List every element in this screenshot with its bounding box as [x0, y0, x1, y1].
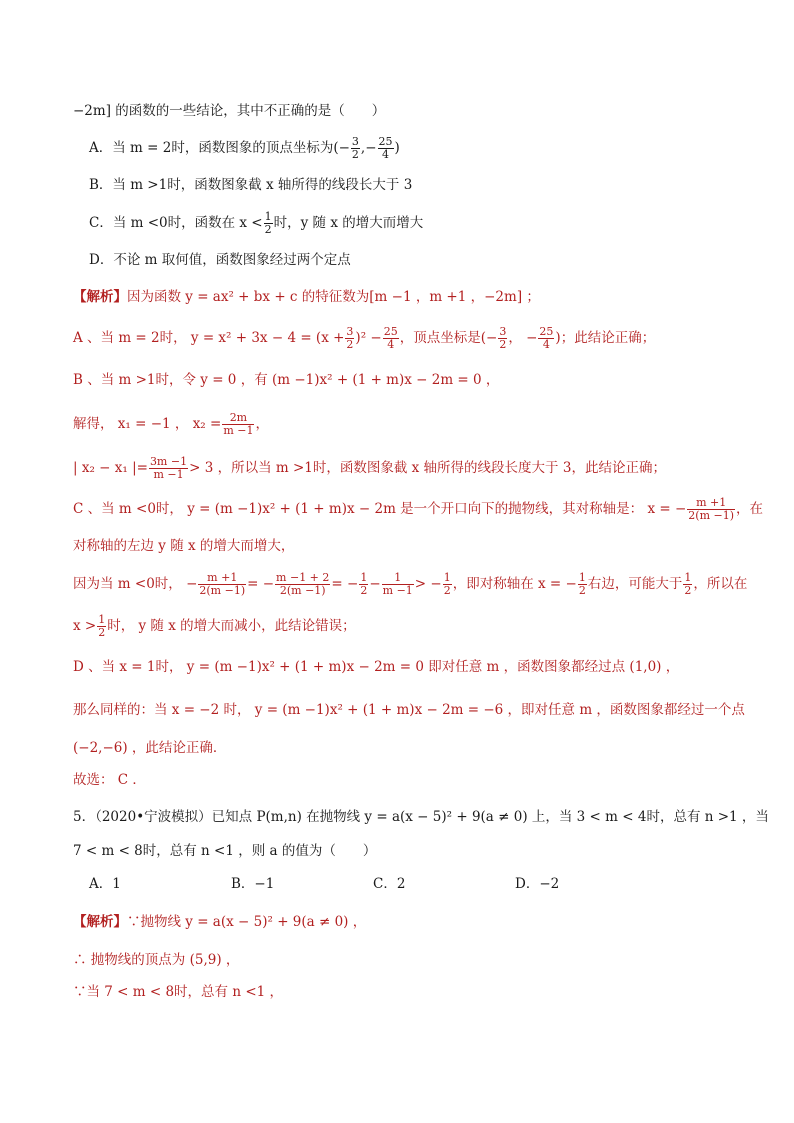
fraction [683, 572, 692, 597]
fraction-numerator: 1 [98, 613, 106, 626]
solution5-line1: 【解析】∵抛物线 y = a(x − 5)² + 9(a ≠ 0) ， [73, 914, 367, 930]
fraction-numerator: 1 [382, 572, 414, 585]
fraction [382, 572, 414, 597]
fraction [275, 572, 330, 597]
fraction-denominator: 2 [499, 338, 507, 351]
q5-option-d: D．−2 [515, 876, 560, 892]
solution4-line7: 对称轴的左边 y 随 x 的增大而增大， [73, 538, 295, 554]
solution5-line2: ∴ 抛物线的顶点为 (5,9) ， [73, 952, 240, 968]
q4-option-b: B．当 m >1时，函数图象截 x 轴所得的线段长大于 3 [89, 177, 413, 193]
q5-option-c: C．2 [373, 876, 406, 892]
fraction-numerator: m +1 [198, 572, 246, 585]
fraction [359, 572, 368, 597]
solution4-line13: 故选： C ． [73, 772, 146, 788]
fraction [351, 136, 360, 161]
fraction [578, 572, 587, 597]
fraction-denominator: 4 [542, 338, 550, 351]
fraction [498, 326, 507, 351]
fraction-numerator: 25 [383, 325, 398, 338]
solution4-line11: 那么同样的：当 x = −2 时， y = (m −1)x² + (1 + m)x − 2m = −6 ，即对任意 m ，函数图象都经过一个点 [73, 702, 745, 718]
fraction [383, 326, 399, 351]
solution4-line12: (−2,−6) ，此结论正确． [73, 740, 227, 756]
fraction-denominator: m −1 [382, 584, 413, 597]
fraction [687, 497, 735, 522]
analysis-tag: 【解析】 [73, 914, 127, 930]
fraction-numerator: 2m [222, 412, 254, 425]
fraction [264, 211, 273, 236]
q4-option-a: A．当 m = 2时，函数图象的顶点坐标为(− $\frac{3}{2}$ ,− $\frac{25}{4}$ ) [89, 135, 400, 161]
fraction-denominator: 2 [351, 148, 359, 161]
q5-option-a: A．1 [89, 876, 121, 892]
fraction-denominator: m −1 [153, 468, 184, 481]
q5-stem-line2: 7 < m < 8时，总有 n <1 ，则 a 的值为（ ） [73, 843, 377, 859]
solution5-line3: ∵当 7 < m < 8时，总有 n <1 ， [73, 984, 284, 1000]
fraction-numerator: 1 [264, 210, 272, 223]
solution4-line5: | x₂ − x₁ |= $\frac{3m -1}{m -1}$ > 3 ，所以当 m >1时，函数图象截 x 轴所得的线段长度大于 3，此结论正确； [73, 455, 666, 481]
fraction-denominator: 2(m −1) [199, 584, 246, 597]
fraction-denominator: 4 [387, 338, 395, 351]
solution4-line6: C 、当 m <0时， y = (m −1)x² + (1 + m)x − 2m 是一个开口向下的抛物线，其对称轴是： x = − $\frac{m +1}{2(m -1)}$ ，在 [73, 496, 764, 522]
fraction [443, 572, 452, 597]
fraction [198, 572, 246, 597]
fraction [345, 326, 354, 351]
fraction-numerator: 3 [351, 135, 359, 148]
fraction-denominator: 4 [382, 148, 390, 161]
fraction-denominator: 2 [264, 223, 272, 236]
fraction-denominator: 2 [346, 338, 354, 351]
fraction-denominator: 2(m −1) [688, 509, 735, 522]
fraction-numerator: 1 [578, 571, 586, 584]
solution4-line8: 因为当 m <0时， − $\frac{m +1}{2(m -1)}$ = − $\frac{m -1 + 2}{2(m -1)}$ = − $\frac{1}{2}$ − $\frac{1}{m -1}$ > − $\frac{1}{2}$ ，即对称轴在 x = − $\frac{1}{2}$ 右边，可能大于 $\frac{1}{2}$ ，所以在 [73, 571, 748, 597]
fraction-denominator: m −1 [223, 424, 254, 437]
fraction-denominator: 2 [360, 584, 368, 597]
solution4-line3: B 、当 m >1时，令 y = 0 ，有 (m −1)x² + (1 + m)x − 2m = 0 ， [73, 372, 500, 388]
fraction [378, 136, 394, 161]
fraction [538, 326, 554, 351]
fraction-numerator: m −1 + 2 [276, 571, 330, 584]
solution4-line4: 解得， x₁ = −1 ， x₂ = $\frac{2m}{m -1}$ ， [73, 411, 269, 437]
fraction-numerator: 25 [378, 135, 393, 148]
fraction-denominator: 2 [98, 626, 106, 639]
fraction-numerator: 3 [499, 325, 507, 338]
fraction-denominator: 2 [684, 584, 692, 597]
fraction [149, 456, 188, 481]
fraction [222, 412, 254, 437]
fraction-numerator: 3 [346, 325, 354, 338]
solution4-line10: D 、当 x = 1时， y = (m −1)x² + (1 + m)x − 2m = 0 即对任意 m ，函数图象都经过点 (1,0) ， [73, 659, 680, 675]
fraction-denominator: 2(m −1) [279, 584, 326, 597]
fraction-denominator: 2 [578, 584, 586, 597]
fraction-numerator: 25 [539, 325, 554, 338]
q5-options [89, 873, 739, 895]
q5-option-b: B．−1 [231, 876, 275, 892]
fraction-numerator: 1 [443, 571, 451, 584]
q4-option-d: D．不论 m 取何值，函数图象经过两个定点 [89, 252, 351, 268]
solution4-line9: x > $\frac{1}{2}$ 时， y 随 x 的增大而减小，此结论错误； [73, 613, 356, 639]
fraction-numerator: 3m −1 [149, 455, 188, 468]
solution4-line1: 【解析】因为函数 y = ax² + bx + c 的特征数为[m −1 ，m +1 ，−2m] ； [73, 289, 540, 305]
fraction [97, 614, 106, 639]
q5-stem-line1: 5．（2020•宁波模拟）已知点 P(m,n) 在抛物线 y = a(x − 5)² + 9(a ≠ 0) 上，当 3 < m < 4时，总有 n >1 ，当 [73, 809, 769, 825]
fraction-numerator: 1 [360, 571, 368, 584]
analysis-tag: 【解析】 [73, 289, 127, 305]
q4-option-c: C．当 m <0时，函数在 x < $\frac{1}{2}$ 时，y 随 x 的增大而增大 [89, 210, 424, 236]
fraction-denominator: 2 [443, 584, 451, 597]
solution4-line2: A 、当 m = 2时， y = x² + 3x − 4 = (x + $\frac{3}{2}$ )² − $\frac{25}{4}$ ，顶点坐标是(− $\frac{3}{2}$ ， − $\frac{25}{4}$ )；此结论正确； [73, 325, 656, 351]
fraction-numerator: 1 [684, 571, 692, 584]
fraction-numerator: m +1 [687, 497, 735, 510]
q4-stem: −2m] 的函数的一些结论，其中不正确的是（ ） [73, 103, 386, 119]
